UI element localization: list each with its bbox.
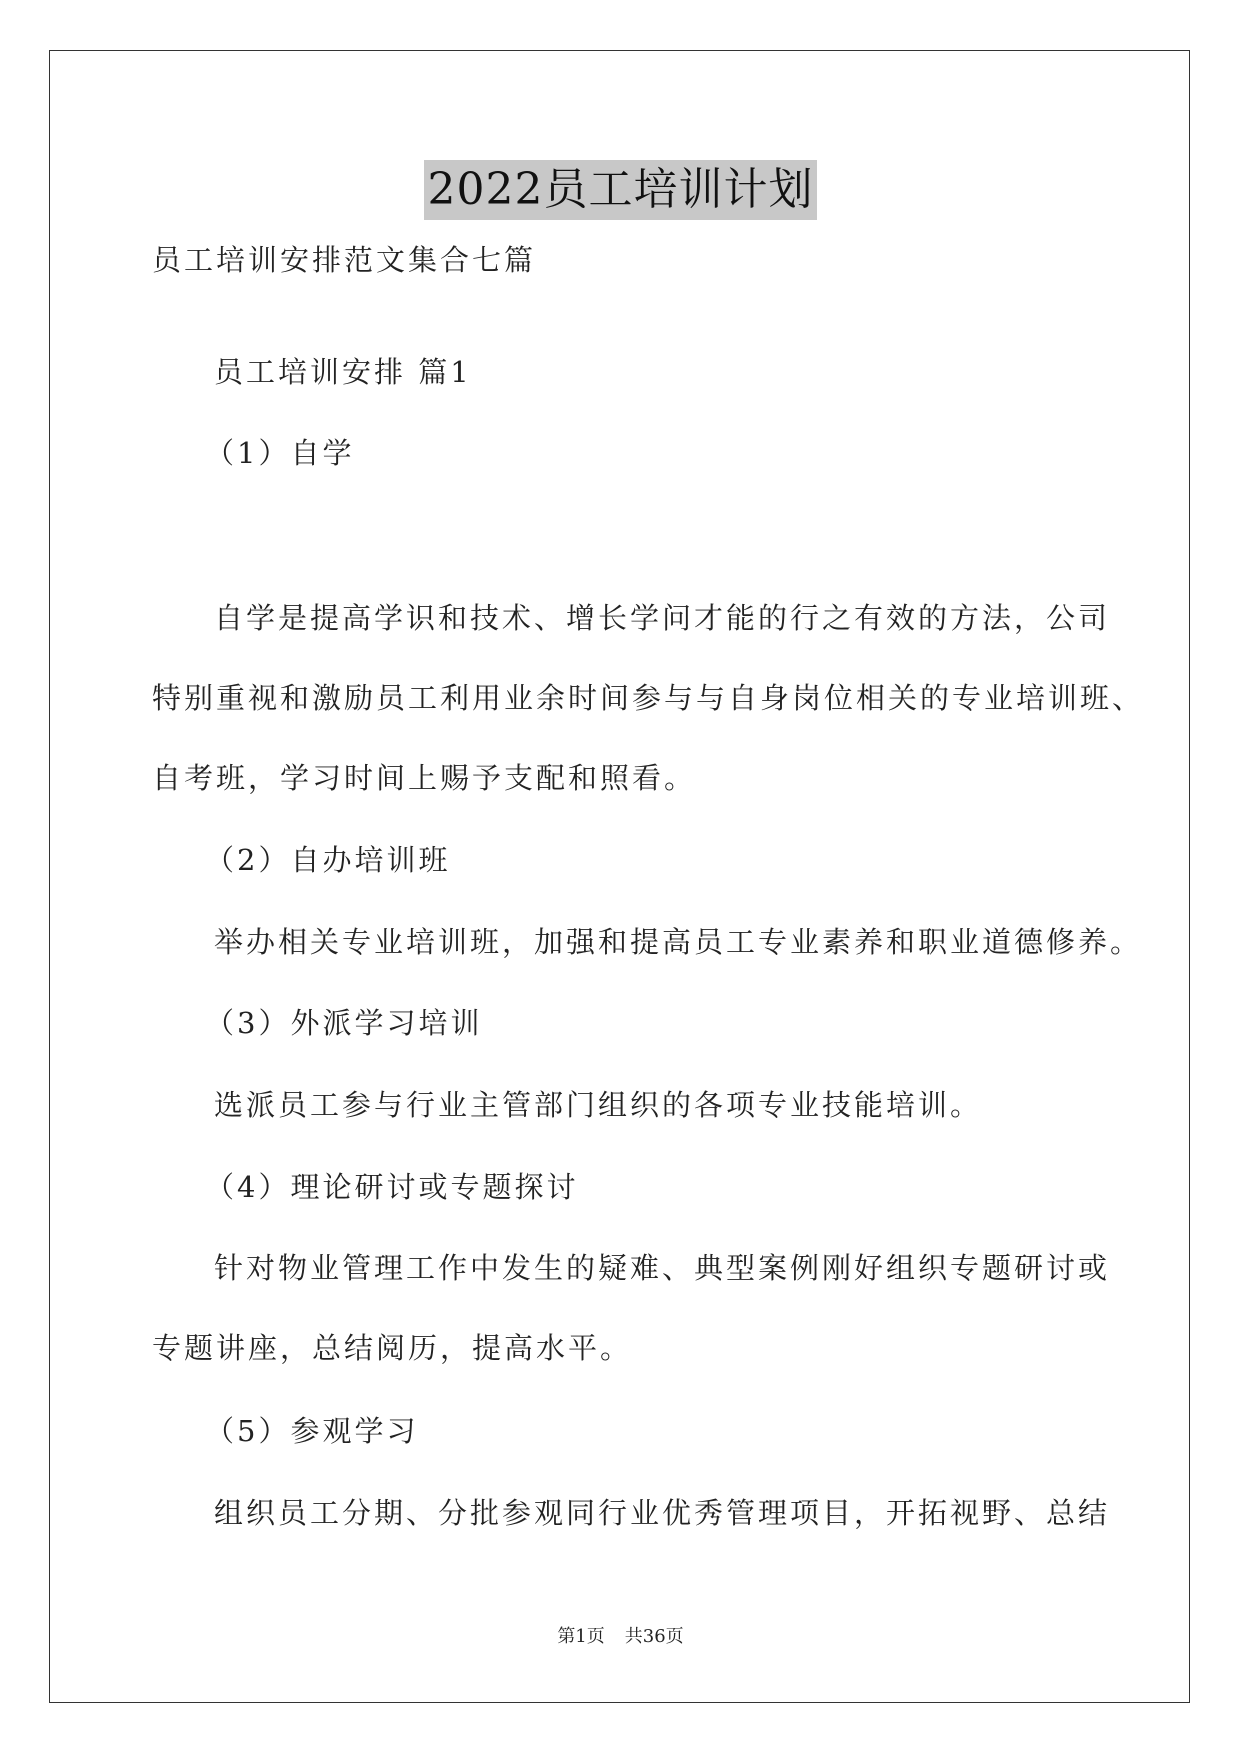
paragraph-line: 专题讲座，总结阅历，提高水平。 — [152, 1331, 633, 1365]
page-total: 共36页 — [624, 1626, 684, 1647]
document-title: 2022员工培训计划 — [424, 160, 818, 220]
item-heading-3: （3）外派学习培训 — [205, 1006, 483, 1040]
section-heading: 员工培训安排 篇1 — [214, 355, 472, 389]
paragraph-line: 特别重视和激励员工利用业余时间参与与自身岗位相关的专业培训班、 — [152, 681, 1145, 715]
item-heading-5: （5）参观学习 — [205, 1414, 419, 1448]
paragraph-line: 自考班，学习时间上赐予支配和照看。 — [152, 761, 697, 795]
subtitle-line: 员工培训安排范文集合七篇 — [152, 243, 537, 277]
paragraph-line: 针对物业管理工作中发生的疑难、典型案例刚好组织专题研讨或 — [214, 1251, 1111, 1285]
paragraph-line: 组织员工分期、分批参观同行业优秀管理项目，开拓视野、总结 — [214, 1496, 1111, 1530]
paragraph-line: 举办相关专业培训班，加强和提高员工专业素养和职业道德修养。 — [214, 925, 1143, 959]
title-container — [0, 160, 1241, 220]
item-heading-1: （1）自学 — [205, 436, 355, 470]
page-number: 第1页 — [557, 1626, 605, 1647]
page-footer — [0, 1625, 1241, 1649]
item-heading-2: （2）自办培训班 — [205, 843, 451, 877]
paragraph-line: 自学是提高学识和技术、增长学问才能的行之有效的方法，公司 — [214, 601, 1111, 635]
item-heading-4: （4）理论研讨或专题探讨 — [205, 1170, 579, 1204]
paragraph-line: 选派员工参与行业主管部门组织的各项专业技能培训。 — [214, 1088, 983, 1122]
